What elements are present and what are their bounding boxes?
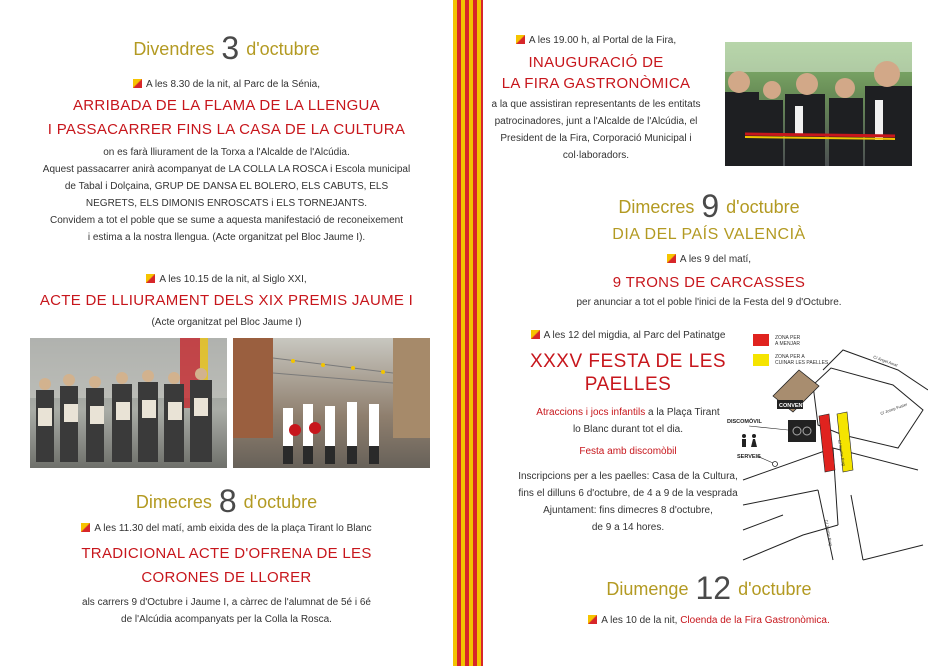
body-line: de 9 a 14 hores.: [591, 522, 665, 533]
body-line: Inscripcions per a les paelles: Casa de la Cultura,: [518, 471, 738, 482]
legend-yellow-swatch: [753, 354, 769, 366]
bullet-icon: [531, 330, 540, 339]
body-line: a la que assistiran representants de les entitats: [491, 99, 701, 110]
event-title: I PASSACARRER FINS LA CASA DE LA CULTURA: [47, 121, 406, 138]
day-number: 8: [218, 483, 237, 519]
event-time: [491, 32, 701, 49]
bullet-icon: [516, 35, 525, 44]
discomovil-block: [788, 420, 816, 442]
senyera-stripe: [453, 0, 483, 666]
photo-illustration: [725, 42, 912, 166]
month: d'octubre: [738, 579, 812, 599]
body-line: patrocinadores, junt a l'Alcalde de l'Alcúdia, el: [494, 116, 698, 127]
street-label: C/ Jaume Roig: [837, 439, 847, 467]
discomovil-label: DISCOMÒVIL: [727, 419, 762, 425]
weekday: Divendres: [133, 39, 215, 59]
month: d'octubre: [243, 492, 318, 512]
day-heading-8: [0, 483, 453, 519]
event-body: per anunciar a tot el poble l'inici de la Festa del 9 d'Octubre.: [576, 297, 842, 308]
street-label: C/ Ángel Amat: [872, 354, 899, 368]
weekday: Dimecres: [618, 197, 695, 217]
event-body: [0, 594, 453, 628]
day-heading-12: [483, 570, 935, 606]
legend-red-label: ZONA PER A MENJAR: [775, 335, 801, 347]
weekday: Diumenge: [606, 579, 689, 599]
inauguration-photo: [725, 42, 912, 166]
activities-line-2: lo Blanc durant tot el dia.: [572, 424, 684, 435]
convent-building: [773, 370, 819, 412]
body-line: Convidem a tot el poble que se sume a aquesta manifestació de reconeixement: [50, 215, 403, 226]
body-line: i estima a la nostra llengua. (Acte organitzat pel Bloc Jaume I).: [87, 232, 366, 243]
event-time: [483, 251, 935, 268]
street-label: C/ Jaume Roig: [824, 519, 834, 547]
wc-icon: [739, 434, 759, 450]
street-label: C/ Josep Fuster: [879, 401, 908, 416]
day-number: 3: [221, 30, 240, 66]
event-time: [0, 76, 453, 93]
bullet-icon: [146, 274, 155, 283]
body-line: als carrers 9 d'Octubre i Jaume I, a càrrec de l'alumnat de 5é i 6é: [82, 597, 371, 608]
event-note: (Acte organitzat pel Bloc Jaume I): [151, 317, 302, 328]
event-time: [483, 612, 935, 629]
weekday: Dimecres: [135, 492, 212, 512]
body-line: col·laboradors.: [562, 150, 630, 161]
body-line: de l'Alcúdia acompanyats per la Colla la Rosca.: [121, 614, 332, 625]
serveis-label: SERVEIS: [737, 454, 761, 460]
bullet-icon: [588, 615, 597, 624]
body-line: de Tabal i Dolçaina, GRUP DE DANSA EL BOLERO, ELS CABUTS, ELS: [64, 181, 389, 192]
closing-highlight: Cloenda de la Fira Gastronòmica.: [680, 615, 830, 626]
legend-yellow-label: ZONA PER A CUINAR LES PAELLES: [775, 354, 829, 366]
photo-illustration: [30, 338, 227, 468]
disco-line: Festa amb discomòbil: [579, 446, 677, 457]
event-time: [0, 520, 453, 537]
event-title: INAUGURACIÓ DE: [528, 54, 664, 71]
month: d'octubre: [726, 197, 800, 217]
street-parade-photo: [233, 338, 430, 468]
event-body: [491, 96, 701, 164]
day-number: 12: [695, 570, 732, 606]
time-text: A les 12 del migdia, al Parc del Patinatge: [543, 330, 726, 341]
day-subtitle: DIA DEL PAÍS VALENCIÀ: [612, 226, 806, 243]
activities-rest: a la Plaça Tirant: [645, 407, 720, 418]
award-ceremony-photo: [30, 338, 227, 468]
legend-red-swatch: [753, 334, 769, 346]
event-map: [723, 330, 928, 570]
body-line: NEGRETS, ELS DIMONIS ENROSCATS i ELS TORNEJANTS.: [85, 198, 368, 209]
time-text: A les 8.30 de la nit, al Parc de la Sénia,: [146, 79, 320, 90]
body-line: fins el dilluns 6 d'octubre, de 4 a 9 de la vesprada: [518, 488, 738, 499]
time-text: A les 11.30 del matí, amb eixida des de la plaça Tirant lo Blanc: [94, 523, 372, 534]
event-title: CORONES DE LLORER: [141, 569, 312, 586]
left-page: [0, 0, 453, 666]
right-page: [483, 0, 935, 666]
day-number: 9: [701, 188, 720, 224]
event-time: [0, 271, 453, 288]
body-line: President de la Fira, Corporació Municipal i: [500, 133, 692, 144]
month: d'octubre: [246, 39, 320, 59]
bullet-icon: [133, 79, 142, 88]
event-title: TRADICIONAL ACTE D'OFRENA DE LES: [81, 545, 372, 562]
bullet-icon: [667, 254, 676, 263]
day-heading-3: [0, 30, 453, 66]
body-line: on es farà lliurament de la Torxa a l'Alcalde de l'Alcúdia.: [103, 147, 350, 158]
event-title: ACTE DE LLIURAMENT DELS XIX PREMIS JAUME I: [39, 292, 414, 309]
event-title: 9 TRONS DE CARCASSES: [612, 274, 806, 291]
inauguration-block: [491, 32, 701, 164]
time-text: A les 9 del matí,: [679, 254, 752, 265]
photo-illustration: [233, 338, 430, 468]
time-text: A les 10 de la nit,: [601, 615, 681, 626]
svg-text:CONVENT: CONVENT: [779, 403, 806, 409]
map-drawing: [723, 330, 928, 570]
body-line: Ajuntament: fins dimecres 8 d'octubre,: [543, 505, 713, 516]
event-title: PAELLES: [584, 374, 672, 395]
bullet-icon: [81, 523, 90, 532]
event-title: LA FIRA GASTRONÒMICA: [501, 75, 691, 92]
day-heading-9: [483, 188, 935, 224]
activities-highlight: Atraccions i jocs infantils: [536, 407, 646, 418]
time-text: A les 19.00 h, al Portal de la Fira,: [528, 35, 677, 46]
event-title: ARRIBADA DE LA FLAMA DE LA LLENGUA: [73, 97, 380, 114]
event-body: [0, 144, 453, 246]
red-zone: [819, 414, 835, 472]
body-line: Aquest passacarrer anirà acompanyat de LA COLLA LA ROSCA i Escola municipal: [42, 164, 411, 175]
event-title: XXXV FESTA DE LES: [529, 351, 727, 372]
time-text: A les 10.15 de la nit, al Siglo XXI,: [159, 274, 307, 285]
